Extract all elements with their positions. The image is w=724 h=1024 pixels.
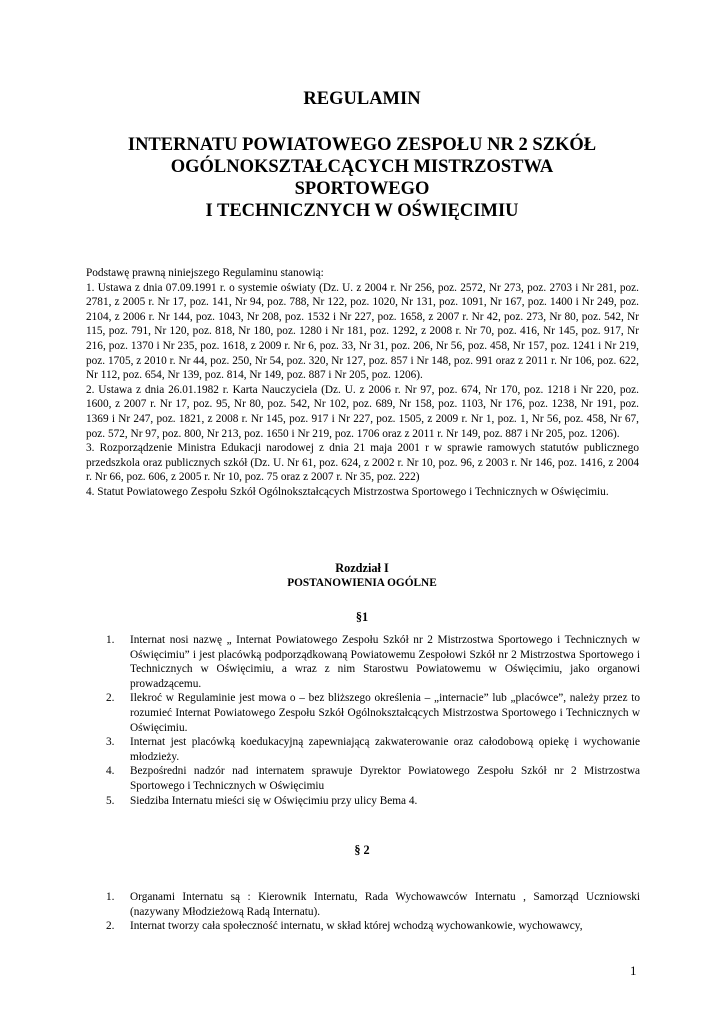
list-item — [106, 633, 640, 691]
list-item-text: Internat nosi nazwę „ Internat Powiatowego Zespołu Szkół nr 2 Mistrzostwa Sportowego i Technicznych w Oświęcimiu” i jest placówką podporządkowaną Powiatowemu Zespołowi Szkół nr 2 Mistrzostwa Sportowego i Technicznych w Oświęcimiu, a wraz z nim Starostwu Powiatowemu w Oświęcimiu, jako organowi prowadzącemu. — [130, 634, 640, 690]
list-item — [106, 794, 640, 809]
chapter-subtitle: POSTANOWIENIA OGÓLNE — [287, 577, 437, 589]
list-item-number: 3. — [106, 736, 115, 749]
legal-basis-item: 2. Ustawa z dnia 26.01.1982 r. Karta Nauczyciela (Dz. U. z 2006 r. Nr 97, poz. 674, Nr 170, poz. 1218 i Nr 220, poz. 1600, z 2007 r. Nr 17, poz. 95, Nr 80, poz. 542, Nr 102, poz. 689, Nr 158, poz. 1103, Nr 176, poz. 1238, Nr 191, poz. 1369 i Nr 247, poz. 1821, z 2008 r. Nr 145, poz. 917 i Nr 227, poz. 1505, z 2009 r. Nr 1, poz. 1, Nr 56, poz. 458, Nr 67, poz. 572, Nr 97, poz. 800, Nr 213, poz. 1650 i Nr 219, poz. 1706 oraz z 2011 r. Nr 149, poz. 887 i Nr 205, poz. 1206). — [86, 383, 639, 440]
legal-basis-item: 3. Rozporządzenie Ministra Edukacji narodowej z dnia 21 maja 2001 r w sprawie ramowych statutów publicznego przedszkola oraz publicznych szkół (Dz. U. Nr 61, poz. 624, z 2002 r. Nr 10, poz. 96, z 2003 r. Nr 146, poz. 1416, z 2004 r. Nr 66, poz. 606, z 2005 r. Nr 10, poz. 75 oraz z 2007 r. Nr 35, poz. 222) — [86, 442, 639, 484]
list-item — [106, 890, 640, 919]
list-item — [106, 919, 640, 934]
list-item-text: Bezpośredni nadzór nad internatem sprawuje Dyrektor Powiatowego Zespołu Szkół nr 2 Mistrzostwa Sportowego i Technicznych w Oświęcimiu — [130, 765, 640, 792]
list-item-number: 2. — [106, 920, 115, 933]
list-item-number: 1. — [106, 891, 115, 903]
list-item-text: Ilekroć w Regulaminie jest mowa o – bez bliższego określenia – „internacie” lub „placówce”, należy przez to rozumieć Internat Powiatowego Zespołu Szkół Ogólnokształcących Mistrzostwa Sportowego i Technicznych w Oświęcimiu. — [130, 692, 640, 734]
section-heading-1: §1 — [355, 610, 369, 624]
section-heading-2: § 2 — [354, 843, 370, 857]
subtitle-line: SPORTOWEGO — [294, 179, 430, 199]
subtitle-line: INTERNATU POWIATOWEGO ZESPOŁU NR 2 SZKÓŁ — [127, 135, 597, 155]
list-item-number: 1. — [106, 634, 115, 646]
subtitle-line: OGÓLNOKSZTAŁCĄCYCH MISTRZOSTWA — [170, 157, 554, 177]
legal-basis-item: 4. Statut Powiatowego Zespołu Szkół Ogólnokształcących Mistrzostwa Sportowego i Technicznych w Oświęcimiu. — [86, 485, 609, 498]
list-item-number: 2. — [106, 692, 115, 705]
page-number: 1 — [630, 963, 637, 978]
list-item-text: Organami Internatu są : Kierownik Internatu, Rada Wychowawców Internatu , Samorząd Uczniowski (nazywany Młodzieżową Radą Internatu). — [130, 891, 640, 918]
list-item-text: Siedziba Internatu mieści się w Oświęcimiu przy ulicy Bema 4. — [130, 794, 418, 807]
list-item-text: Internat jest placówką koedukacyjną zapewniającą zakwaterowanie oraz całodobową opiekę i wychowanie młodzieży. — [130, 736, 640, 763]
legal-basis — [86, 266, 639, 500]
document-title: REGULAMIN — [303, 89, 421, 109]
list-item — [106, 764, 640, 793]
legal-basis-item: 1. Ustawa z dnia 07.09.1991 r. o systemie oświaty (Dz. U. z 2004 r. Nr 256, poz. 2572, Nr 273, poz. 2703 i Nr 281, poz. 2781, z 2005 r. Nr 17, poz. 141, Nr 94, poz. 788, Nr 122, poz. 1020, Nr 131, poz. 1091, Nr 167, poz. 1400 i Nr 249, poz. 2104, z 2006 r. Nr 144, poz. 1043, Nr 208, poz. 1532 i Nr 227, poz. 1658, z 2007 r. Nr 42, poz. 273, Nr 80, poz. 542, Nr 115, poz. 791, Nr 120, poz. 818, Nr 180, poz. 1280 i Nr 181, poz. 1292, z 2008 r. Nr 70, poz. 416, Nr 145, poz. 917, Nr 216, poz. 1370 i Nr 235, poz. 1618, z 2009 r. Nr 6, poz. 33, Nr 31, poz. 206, Nr 56, poz. 458, Nr 157, poz. 1241 i Nr 219, poz. 1705, z 2010 r. Nr 44, poz. 250, Nr 54, poz. 320, Nr 127, poz. 857 i Nr 148, poz. 991 oraz z 2011 r. Nr 106, poz. 622, Nr 112, poz. 654, Nr 139, poz. 814, Nr 149, poz. 887 i Nr 205, poz. 1206). — [86, 281, 639, 382]
subtitle-line: I TECHNICZNYCH W OŚWIĘCIMIU — [205, 201, 519, 221]
list-item — [106, 691, 640, 735]
list-item — [106, 735, 640, 764]
legal-basis-intro: Podstawę prawną niniejszego Regulaminu stanowią: — [86, 267, 324, 279]
list-item-number: 5. — [106, 794, 115, 807]
document-subtitle — [60, 134, 664, 222]
section-2-list — [106, 890, 640, 934]
list-item-number: 4. — [106, 765, 115, 778]
section-1-list — [106, 633, 640, 808]
chapter-title: Rozdział I — [335, 561, 389, 575]
list-item-text: Internat tworzy cała społeczność internatu, w skład której wchodzą wychowankowie, wychowawcy, — [130, 920, 583, 933]
